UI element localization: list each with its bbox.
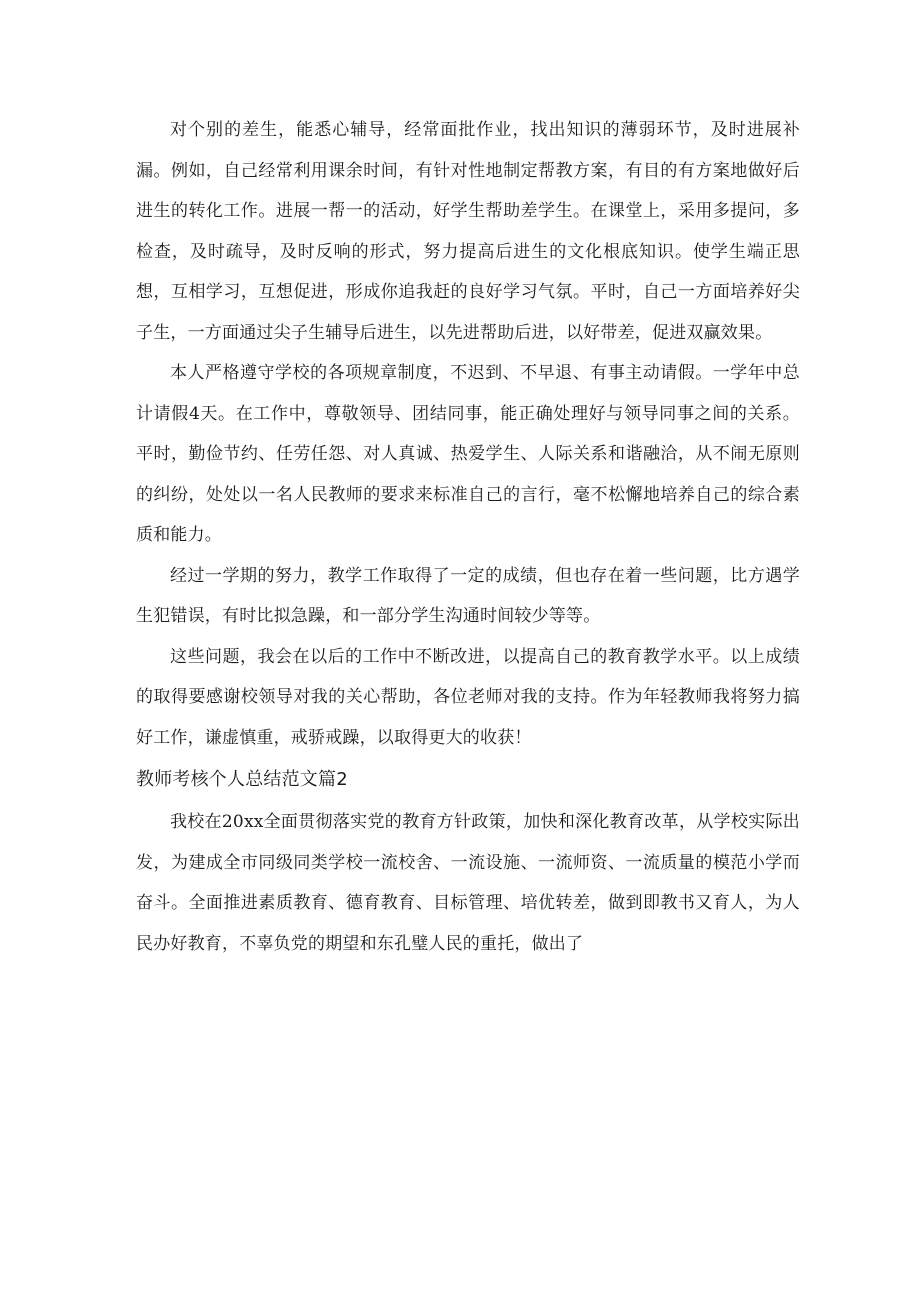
paragraph-problems: 经过一学期的努力，教学工作取得了一定的成绩，但也存在着一些问题，比方遇学生犯错误，有时比拟急躁，和一部分学生沟通时间较少等等。 xyxy=(136,565,800,626)
paragraph-remedial-tutoring: 对个别的差生，能悉心辅导，经常面批作业，找出知识的薄弱环节，及时进展补漏。例如，自己经常利用课余时间，有针对性地制定帮教方案，有目的有方案地做好后进生的转化工作。进展一帮一的活动，好学生帮助差学生。在课堂上，采用多提问，多检查，及时疏导，及时反响的形式，努力提高后进生的文化根底知识。使学生端正思想，互相学习，互想促进，形成你追我赶的良好学习气氛。平时，自己一方面培养好尖子生，一方面通过尖子生辅导后进生，以先进帮助后进，以好带差，促进双赢效果。 xyxy=(136,120,800,343)
paragraph-discipline: 本人严格遵守学校的各项规章制度，不迟到、不早退、有事主动请假。一学年中总计请假4天。在工作中，尊敬领导、团结同事，能正确处理好与领导同事之间的关系。平时，勤俭节约、任劳任怨、对人真诚、热爱学生、人际关系和谐融洽，从不闹无原则的纠纷，处处以一名人民教师的要求来标准自己的言行，毫不松懈地培养自己的综合素质和能力。 xyxy=(136,363,800,545)
paragraph-school-policy: 我校在20xx全面贯彻落实党的教育方针政策，加快和深化教育改革，从学校实际出发，为建成全市同级同类学校一流校舍、一流设施、一流师资、一流质量的模范小学而奋斗。全面推进素质教育、德育教育、目标管理、培优转差，做到即教书又育人，为人民办好教育，不辜负党的期望和东孔璧人民的重托，做出了 xyxy=(136,812,800,954)
paragraph-thanks: 这些问题，我会在以后的工作中不断改进，以提高自己的教育教学水平。以上成绩的取得要感谢校领导对我的关心帮助，各位老师对我的支持。作为年轻教师我将努力搞好工作，谦虚慎重，戒骄戒躁，以取得更大的收获！ xyxy=(136,646,800,748)
section-heading: 教师考核个人总结范文篇2 xyxy=(136,769,348,790)
